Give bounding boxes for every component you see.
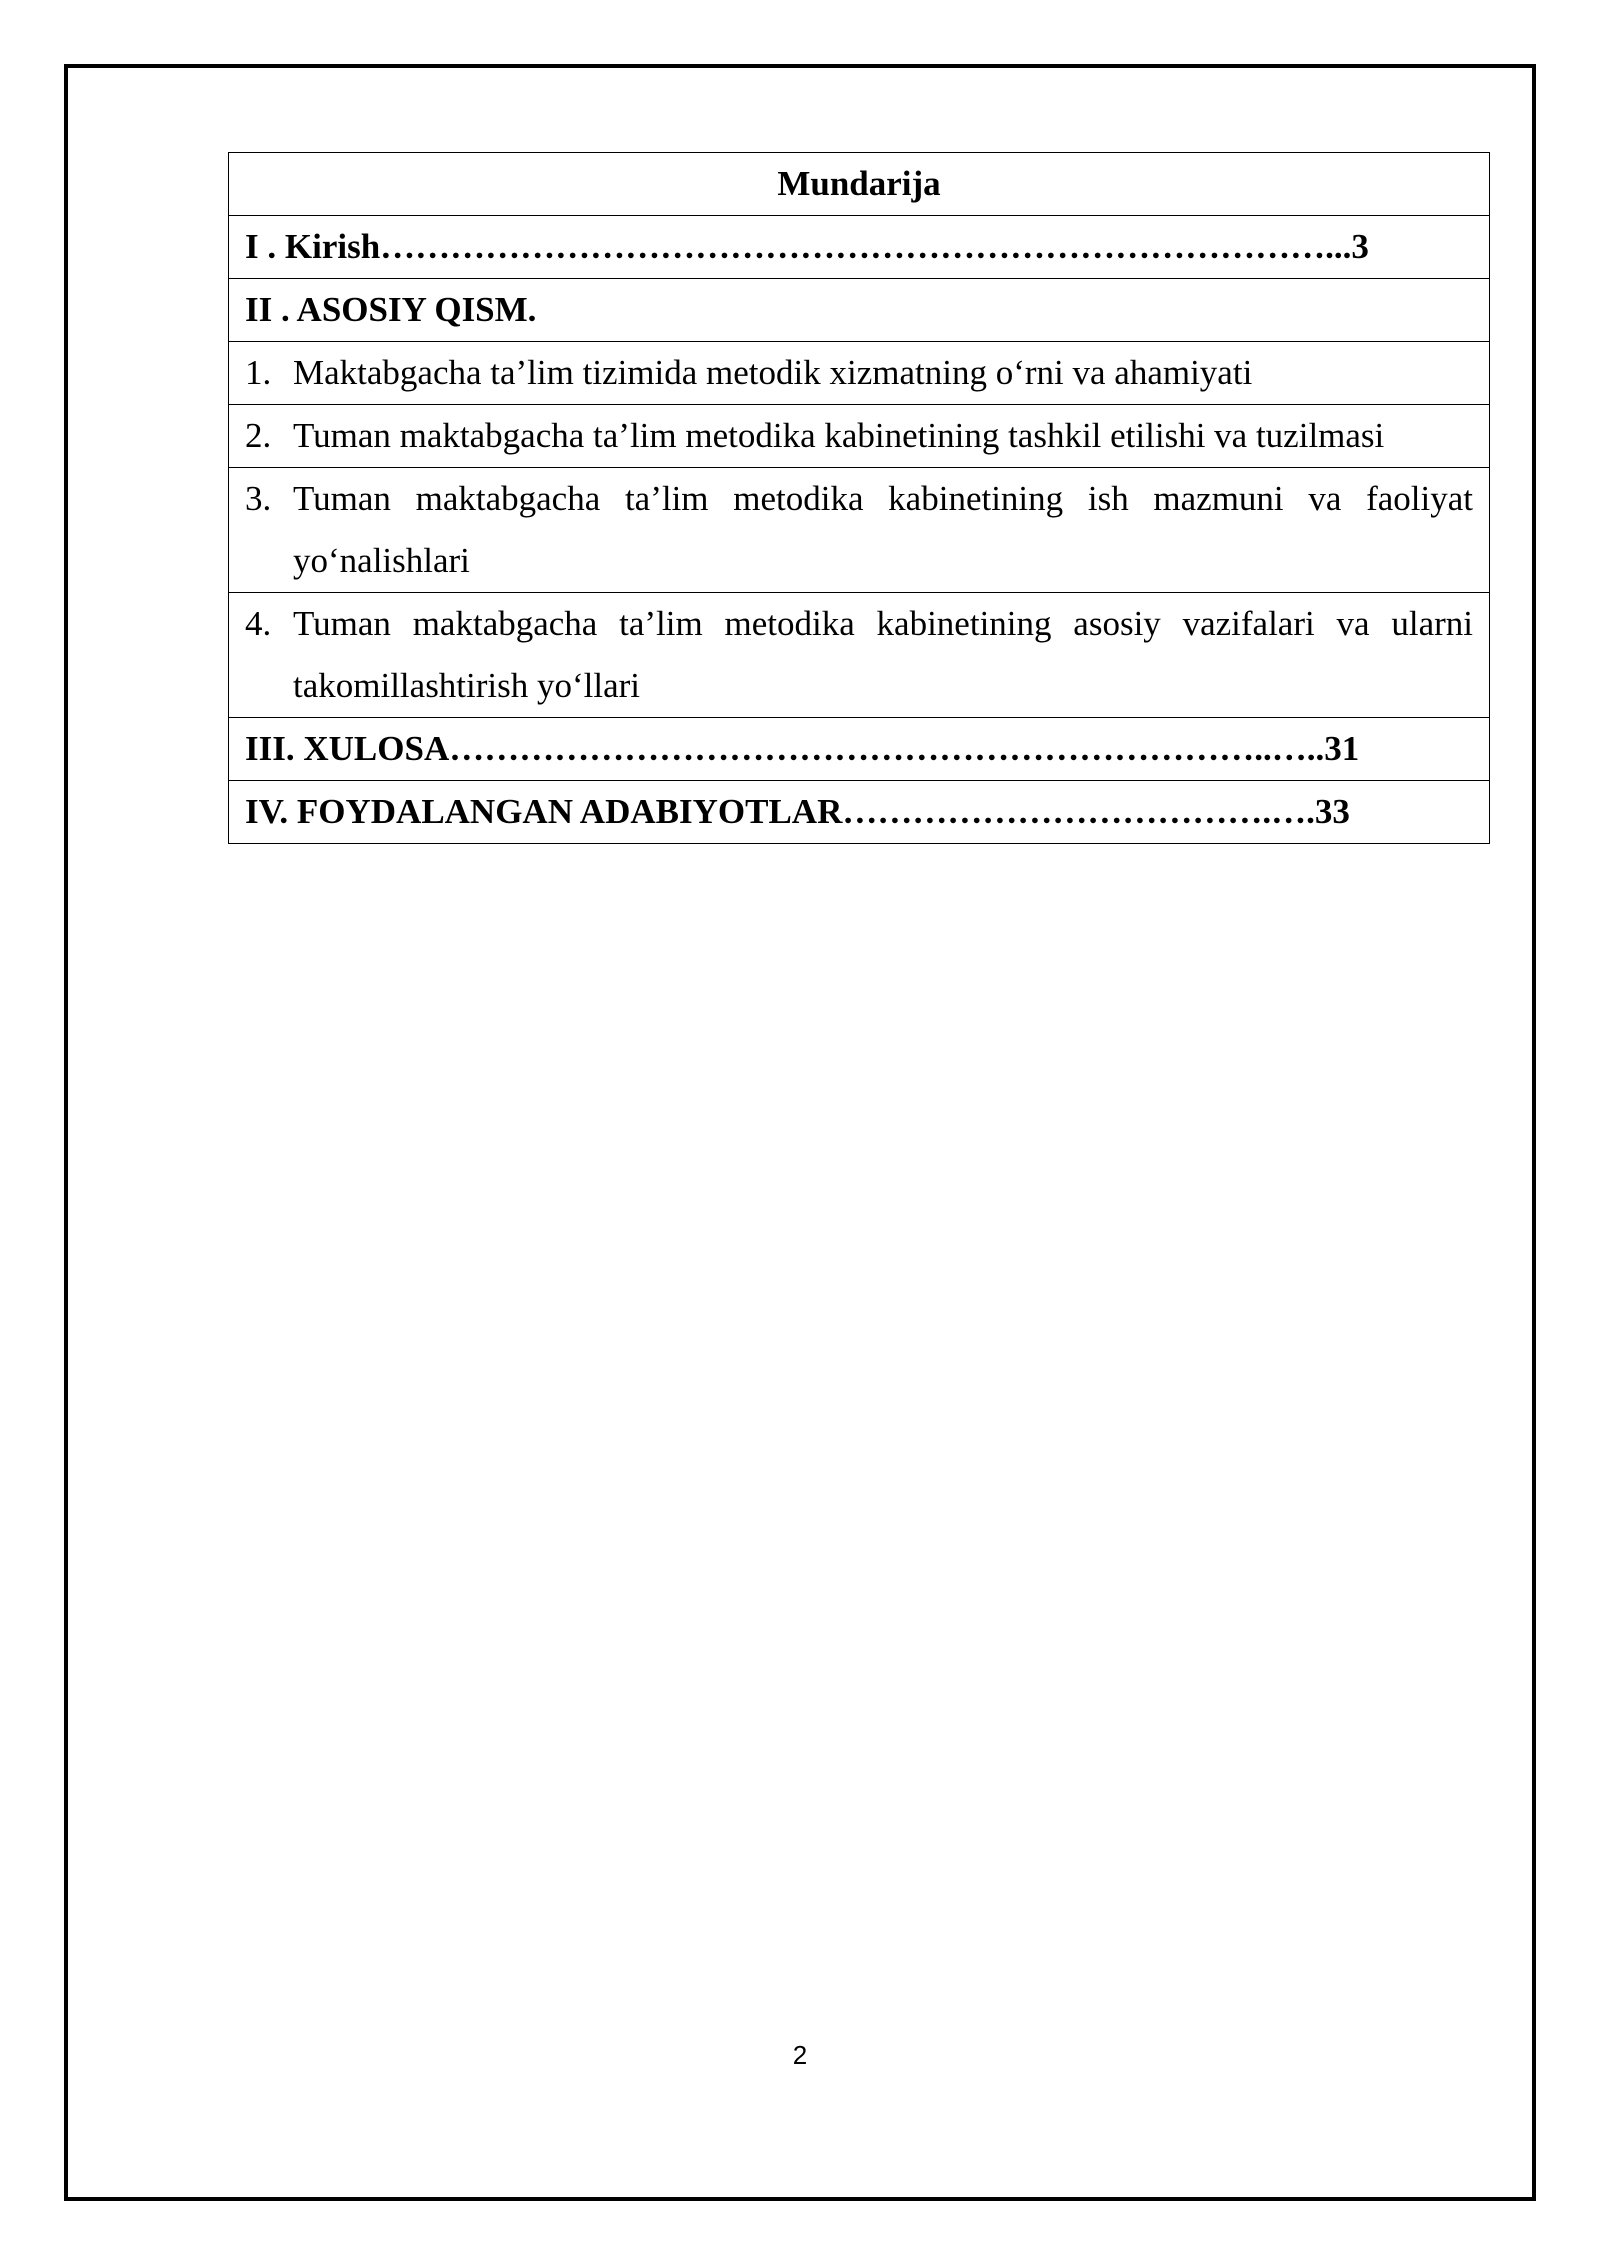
toc-references: IV. FOYDALANGAN ADABIYOTLAR……………………………….….33	[229, 781, 1490, 844]
toc-title: Mundarija	[229, 153, 1490, 216]
toc-row-conclusion	[229, 718, 1490, 781]
toc-intro: I . Kirish………………………………………………………………………...3	[229, 216, 1490, 279]
toc-item-number: 3.	[245, 479, 272, 518]
toc-item	[245, 593, 1473, 717]
toc-row-intro	[229, 216, 1490, 279]
toc-item-text: Maktabgacha ta’lim tizimida metodik xizmatning o‘rni va ahamiyati	[293, 353, 1253, 392]
toc-row-references	[229, 781, 1490, 844]
toc-row-item-1	[229, 342, 1490, 405]
toc-conclusion: III. XULOSA……………………………………………………………..…..31	[229, 718, 1490, 781]
toc-row-item-3	[229, 468, 1490, 593]
toc-row-item-2	[229, 405, 1490, 468]
toc-item-text: Tuman maktabgacha ta’lim metodika kabinetining ish mazmuni va faoliyat yo‘nalishlari	[293, 479, 1473, 580]
toc-main-part: II . ASOSIY QISM.	[229, 279, 1490, 342]
toc-row-main-part	[229, 279, 1490, 342]
toc-item-number: 4.	[245, 604, 272, 643]
page-number: 2	[792, 2040, 808, 2070]
toc-title-row	[229, 153, 1490, 216]
toc-item	[245, 342, 1473, 404]
toc-item-number: 1.	[245, 353, 272, 392]
toc-item-text: Tuman maktabgacha ta’lim metodika kabinetining tashkil etilishi va tuzilmasi	[293, 416, 1385, 455]
toc-item-number: 2.	[245, 416, 272, 455]
toc-row-item-4	[229, 593, 1490, 718]
table-of-contents	[228, 152, 1490, 844]
toc-item	[245, 405, 1473, 467]
toc-item-text: Tuman maktabgacha ta’lim metodika kabinetining asosiy vazifalari va ularni takomillashtirish yo‘llari	[293, 604, 1473, 705]
toc-item	[245, 468, 1473, 592]
